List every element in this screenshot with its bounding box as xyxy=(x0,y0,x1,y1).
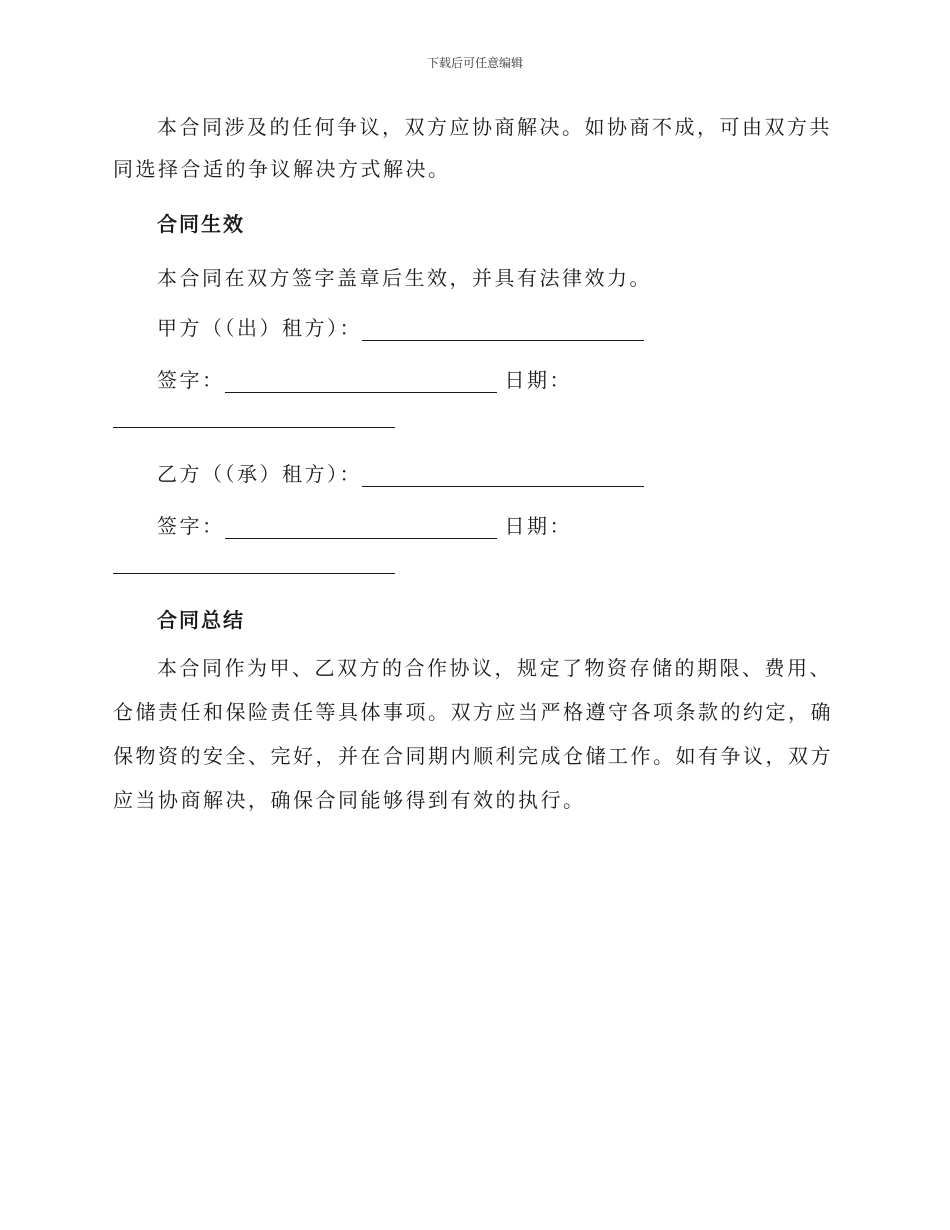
party-a-label: 甲方（（出）租方）： xyxy=(157,316,362,340)
summary-paragraph: 本合同作为甲、乙双方的合作协议，规定了物资存储的期限、费用、仓储责任和保险责任等具体事项。双方应当严格遵守各项条款的约定，确保物资的安全、完好，并在合同期内顺利完成仓储工作。如有争议，双方应当协商解决，确保合同能够得到有效的执行。 xyxy=(113,656,833,812)
page-header: 下载后可任意编辑 xyxy=(426,56,523,70)
party-b-date-label: 日期： xyxy=(504,514,572,538)
party-b-name-field[interactable] xyxy=(362,464,644,487)
party-b-signature-field[interactable] xyxy=(225,516,497,539)
effective-text: 本合同在双方签字盖章后生效，并具有法律效力。 xyxy=(157,266,652,290)
effective-heading: 合同生效 xyxy=(157,212,245,236)
party-a-row xyxy=(157,312,644,341)
effective-paragraph xyxy=(157,262,652,291)
party-a-signature-field[interactable] xyxy=(225,370,497,393)
party-a-sign-row xyxy=(157,364,572,393)
party-b-sign-row xyxy=(157,510,572,539)
party-a-date-field[interactable] xyxy=(113,427,395,428)
party-b-date-field[interactable] xyxy=(113,573,395,574)
party-a-name-field[interactable] xyxy=(362,318,644,341)
party-a-sign-label: 签字： xyxy=(157,368,225,392)
summary-heading: 合同总结 xyxy=(157,608,245,632)
party-a-date-label: 日期： xyxy=(504,368,572,392)
party-b-row xyxy=(157,458,644,487)
party-b-sign-label: 签字： xyxy=(157,514,225,538)
party-b-label: 乙方（（承）租方）： xyxy=(157,462,362,486)
dispute-paragraph: 本合同涉及的任何争议，双方应协商解决。如协商不成，可由双方共同选择合适的争议解决方式解决。 xyxy=(113,115,832,181)
